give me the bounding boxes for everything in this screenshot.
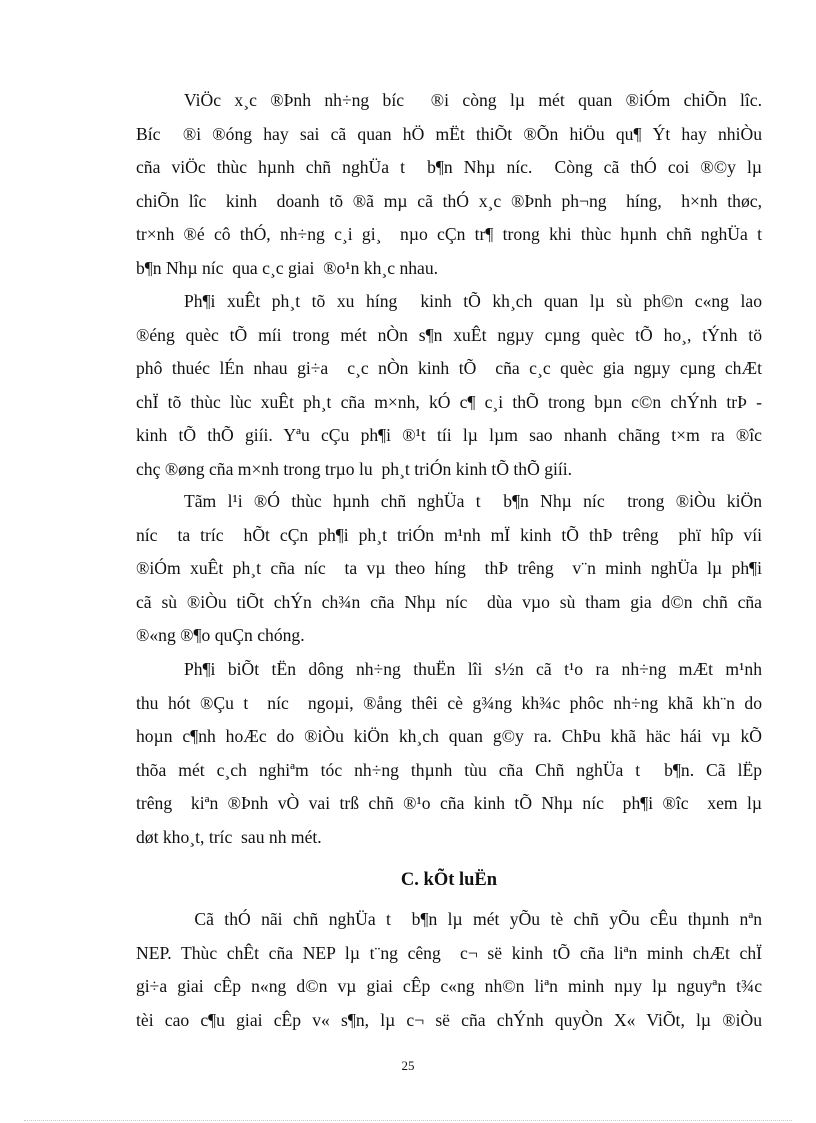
text-line: ®iÓm xuÊt ph¸t cña níc ta vµ theo híng thÞ trêng v¨n minh nghÜa lµ ph¶i — [136, 558, 762, 579]
text-line: chiÕn lîc kinh doanh tõ ®ã mµ cã thÓ x¸c ®Þnh ph¬ng híng, h×nh thøc, — [136, 190, 762, 211]
text-line: trêng kiªn ®Þnh vÒ vai trß chñ ®¹o cña kinh tÕ Nhµ níc ph¶i ®îc xem lµ — [136, 793, 762, 814]
page-bottom-divider — [24, 1120, 792, 1121]
text-line: Ph¶i biÕt tËn dông nh÷ng thuËn lîi s½n cã t¹o ra nh÷ng mÆt m¹nh — [184, 659, 762, 679]
text-line: NEP. Thùc chÊt cña NEP lµ t¨ng cêng c¬ së kinh tÕ cña liªn minh chÆt chÏ — [136, 942, 762, 963]
text-line: chÏ tõ thùc lùc xuÊt ph¸t cña m×nh, kÓ c¶ c¸i thÕ trong bµn c©n chÝnh trÞ - — [136, 391, 762, 412]
paragraph-1 — [136, 84, 762, 286]
text-line: cã sù ®iÒu tiÕt chÝn ch¾n cña Nhµ níc dùa vµo sù tham gia d©n chñ cña — [136, 591, 762, 612]
page-number: 25 — [401, 1058, 415, 1073]
text-line: ®«ng ®¶o quÇn chóng. — [136, 625, 305, 646]
text-line: chç ®øng cña m×nh trong trµo lu ph¸t triÓn kinh tÕ thÕ giíi. — [136, 458, 573, 479]
text-line: Tãm l¹i ®Ó thùc hµnh chñ nghÜa t b¶n Nhµ níc trong ®iÒu kiÖn — [184, 491, 762, 511]
text-line: døt kho¸t, tríc sau nh mét. — [136, 826, 322, 847]
text-line: kinh tÕ thÕ giíi. Yªu cÇu ph¶i ®¹t tíi lµ lµm sao nhanh chãng t×m ra ®îc — [136, 425, 762, 446]
text-line: Cã thÓ nãi chñ nghÜa t b¶n lµ mét yÕu tè chñ yÕu cÊu thµnh nªn — [184, 909, 762, 929]
paragraph-5 — [136, 903, 762, 1037]
text-line: b¶n Nhµ níc qua c¸c giai ®o¹n kh¸c nhau. — [136, 257, 439, 278]
text-line: hoµn c¶nh hoÆc do ®iÒu kiÖn kh¸ch quan g©y ra. ChÞu khã häc hái vµ kÕ — [136, 726, 762, 747]
text-line: níc ta tríc hÕt cÇn ph¶i ph¸t triÓn m¹nh mÏ kinh tÕ thÞ trêng phï hîp víi — [136, 524, 762, 545]
text-line: thu hót ®Çu t níc ngoµi, ®ång thêi cè g¾ng kh¾c phôc nh÷ng khã kh¨n do — [136, 692, 762, 713]
paragraph-2 — [136, 285, 762, 487]
text-line: tr×nh ®é cô thÓ, nh÷ng c¸i gi¸ nµo cÇn tr¶ trong khi thùc hµnh chñ nghÜa t — [136, 224, 762, 245]
text-line: cña viÖc thùc hµnh chñ nghÜa t b¶n Nhµ níc. Còng cã thÓ coi ®©y lµ — [136, 157, 762, 178]
text-line: ®éng quèc tÕ míi trong mét nÒn s¶n xuÊt ngµy cµng quèc tÕ ho¸, tÝnh tö — [136, 324, 762, 345]
text-line: ViÖc x¸c ®Þnh nh÷ng bíc ®i còng lµ mét quan ®iÓm chiÕn lîc. — [184, 90, 762, 110]
text-line: thõa mét c¸ch nghiªm tóc nh÷ng thµnh tùu cña Chñ nghÜa t b¶n. Cã lËp — [136, 759, 762, 780]
paragraph-3 — [136, 485, 762, 653]
text-line: Bíc ®i ®óng hay sai cã quan hÖ mËt thiÕt ®Õn hiÖu qu¶ Ýt hay nhiÒu — [136, 123, 762, 144]
section-heading: C. kÕt luËn — [400, 870, 498, 890]
text-line: gi÷a giai cÊp n«ng d©n vµ giai cÊp c«ng nh©n liªn minh nµy lµ nguyªn t¾c — [136, 976, 762, 997]
paragraph-4 — [136, 653, 762, 855]
text-line: phô thuéc lÉn nhau gi÷a c¸c nÒn kinh tÕ cña c¸c quèc gia ngµy cµng chÆt — [136, 358, 762, 379]
text-line: tèi cao c¶u giai cÊp v« s¶n, lµ c¬ së cña chÝnh quyÒn X« ViÕt, lµ ®iÒu — [136, 1009, 762, 1030]
text-line: Ph¶i xuÊt ph¸t tõ xu híng kinh tÕ kh¸ch quan lµ sù ph©n c«ng lao — [184, 291, 762, 311]
